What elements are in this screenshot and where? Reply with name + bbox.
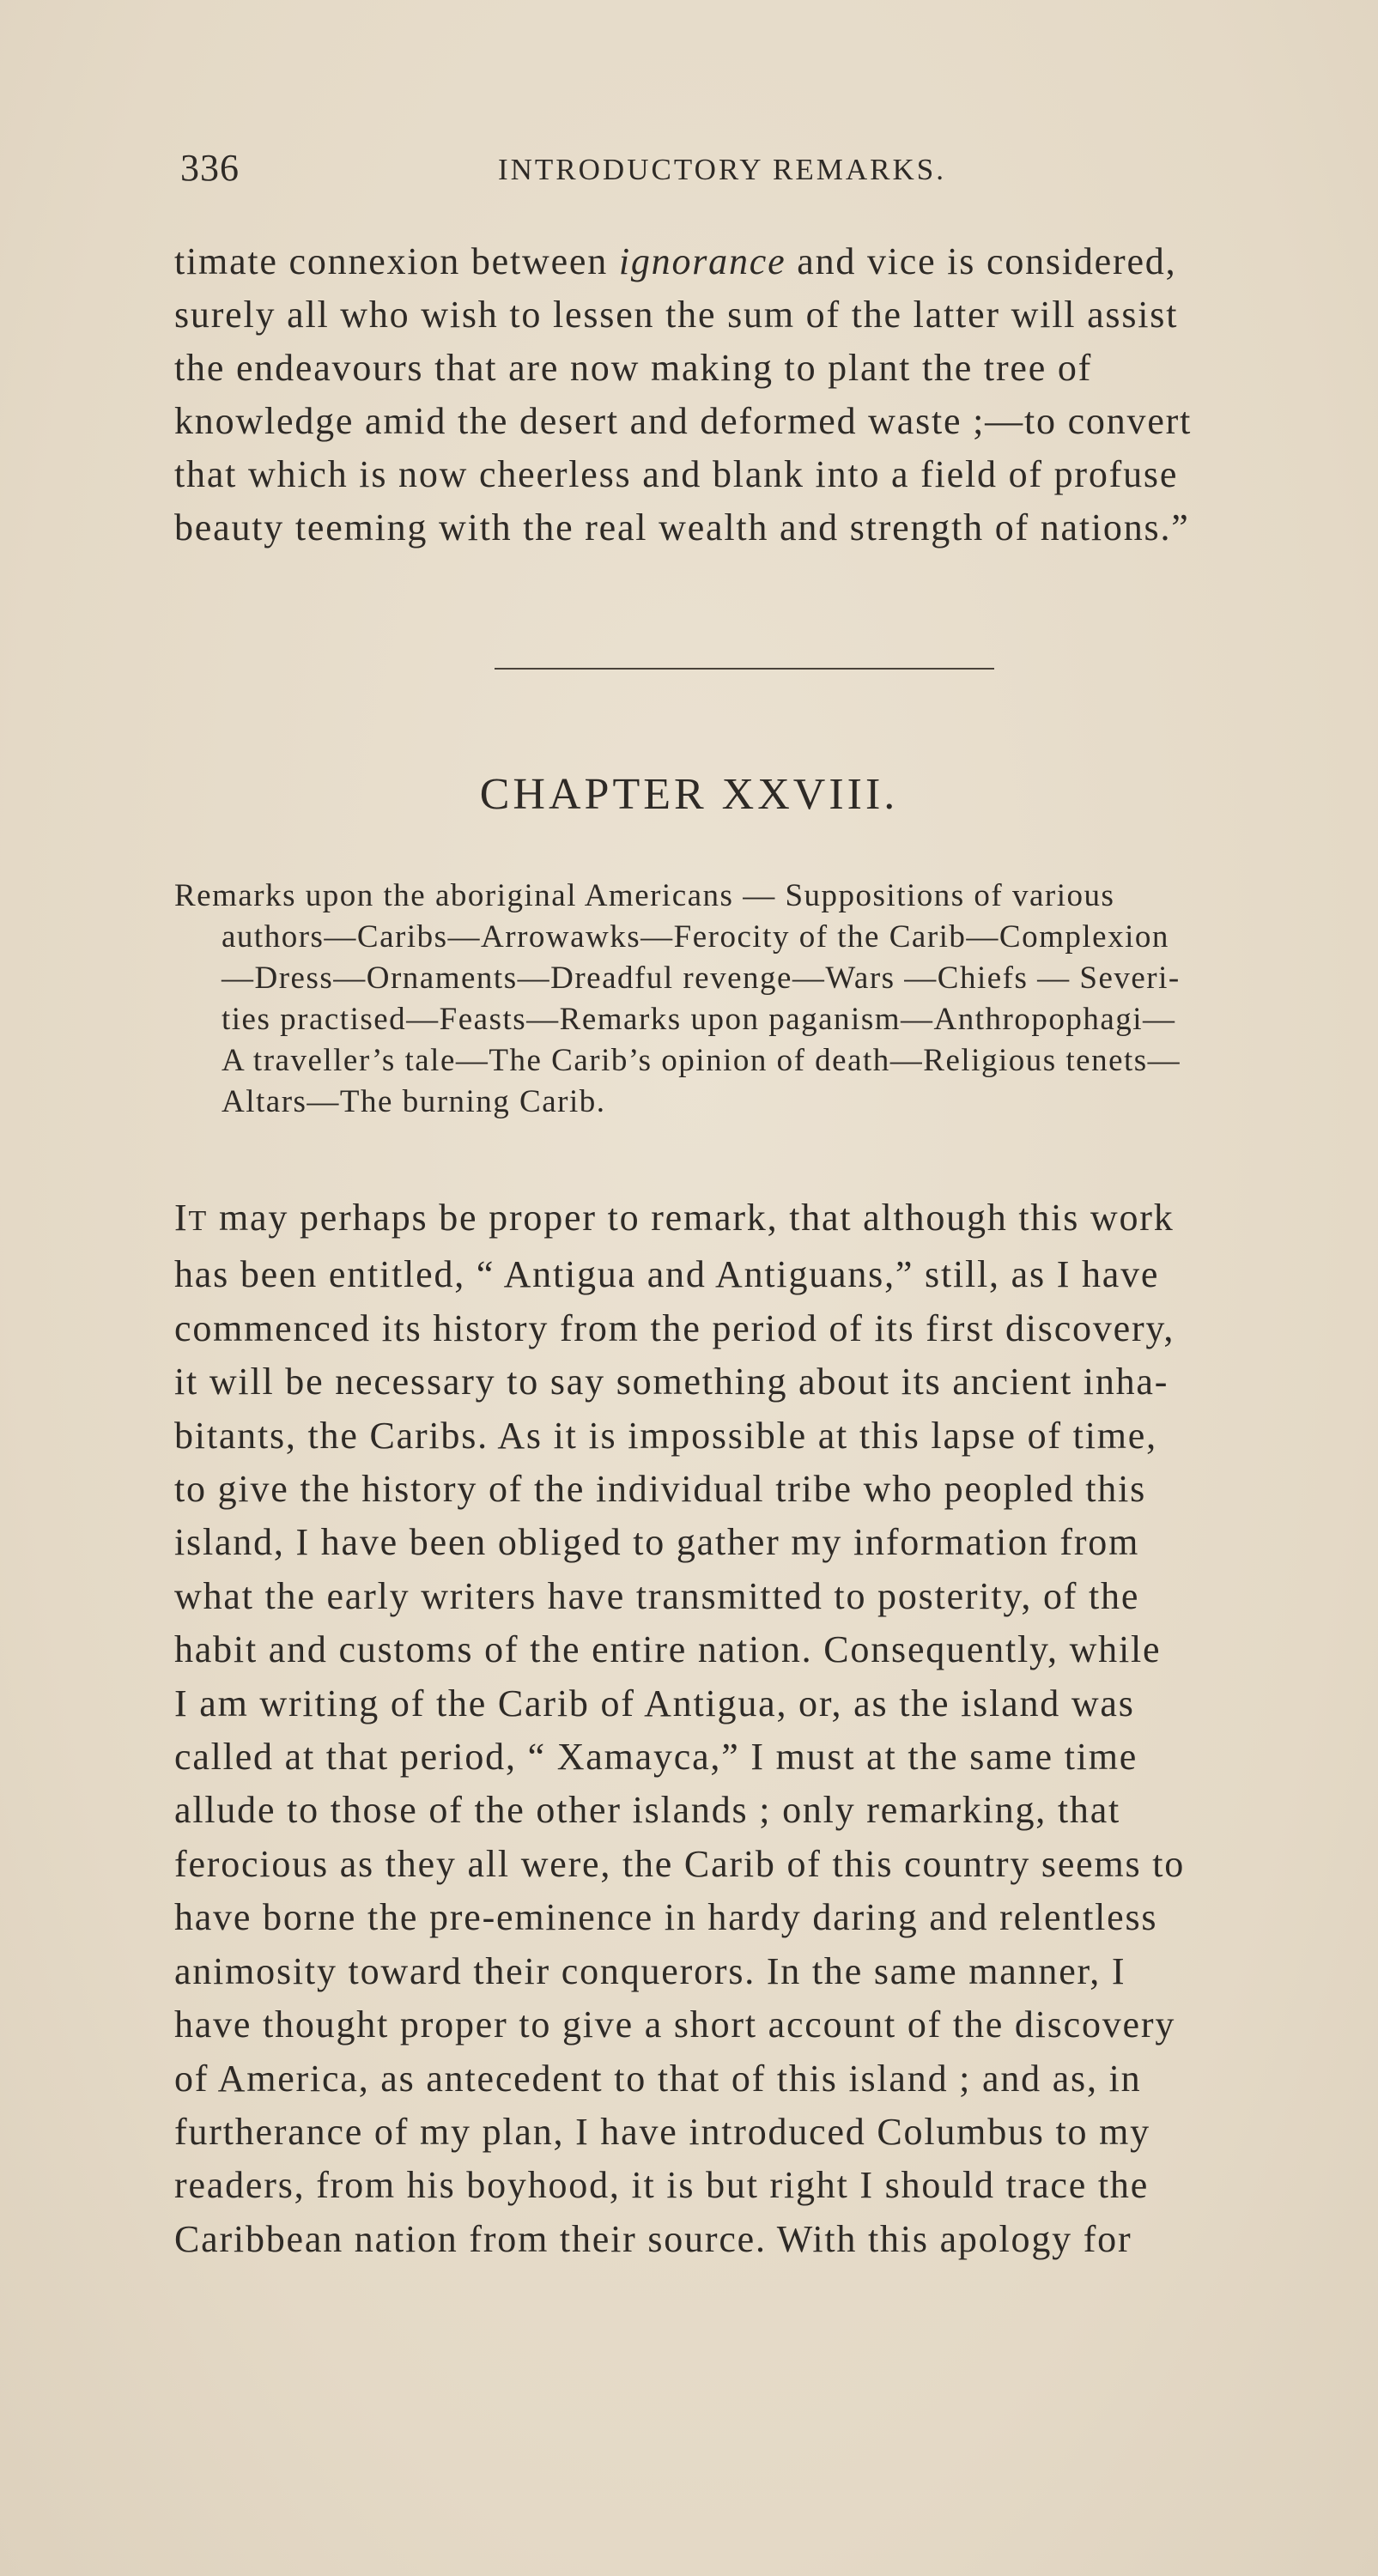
- summary-line: —Dress—Ornaments—Dreadful revenge—Wars —Chiefs — Severi-: [222, 961, 1181, 996]
- text-line: I am writing of the Carib of Antigua, or, as the island was: [174, 1682, 1135, 1724]
- text-line: allude to those of the other islands ; only remarking, that: [174, 1789, 1121, 1832]
- text-line: called at that period, “ Xamayca,” I must at the same time: [174, 1736, 1138, 1779]
- text-line: animosity toward their conquerors. In the same manner, I: [174, 1949, 1126, 1992]
- text-line: have borne the pre-eminence in hardy daring and relentless: [174, 1896, 1158, 1939]
- small-caps: T: [188, 1205, 209, 1237]
- text-line: Caribbean nation from their source. With this apology for: [174, 2217, 1132, 2260]
- text-line: have thought proper to give a short account of the discovery: [174, 2003, 1176, 2046]
- text-line: habit and customs of the entire nation. Consequently, while: [174, 1628, 1162, 1671]
- paragraph-continued: [174, 235, 1335, 555]
- text-line: IT may perhaps be proper to remark, that although this work: [174, 1197, 1175, 1239]
- drop-letter: I: [174, 1197, 189, 1239]
- summary-line: A traveller’s tale—The Carib’s opinion of death—Religious tenets—: [222, 1043, 1181, 1078]
- summary-line: ties practised—Feasts—Remarks upon paganism—Anthropophagi—: [222, 1002, 1176, 1037]
- text-line: furtherance of my plan, I have introduced Columbus to my: [174, 2110, 1150, 2153]
- text-line: island, I have been obliged to gather my information from: [174, 1521, 1140, 1564]
- section-divider: [495, 668, 994, 670]
- text-line: readers, from his boyhood, it is but right I should trace the: [174, 2164, 1150, 2207]
- text-line: timate connexion between ignorance and vice is considered,: [174, 240, 1177, 282]
- text-line: surely all who wish to lessen the sum of the latter will assist: [174, 294, 1179, 336]
- text-line: it will be necessary to say something about its ancient inha-: [174, 1361, 1169, 1403]
- text-line: what the early writers have transmitted to posterity, of the: [174, 1574, 1140, 1617]
- text-line: ferocious as they all were, the Carib of this country seems to: [174, 1842, 1186, 1885]
- chapter-summary: [174, 876, 1335, 1123]
- summary-line: authors—Caribs—Arrowawks—Ferocity of the Carib—Complexion: [222, 919, 1169, 955]
- running-head: INTRODUCTORY REMARKS.: [498, 153, 946, 186]
- page-header: [180, 146, 1331, 197]
- chapter-body-paragraph: [174, 1191, 1335, 2266]
- text-line: the endeavours that are now making to plant the tree of: [174, 347, 1093, 389]
- italic-word: ignorance: [618, 240, 786, 282]
- text-line: that which is now cheerless and blank into a field of profuse: [174, 453, 1179, 495]
- summary-line: Remarks upon the aboriginal Americans — Suppositions of various: [174, 878, 1115, 913]
- summary-line: Altars—The burning Carib.: [222, 1084, 606, 1119]
- text-line: commenced its history from the period of its first discovery,: [174, 1306, 1175, 1349]
- text-line: of America, as antecedent to that of this island ; and as, in: [174, 2057, 1142, 2100]
- text-line: beauty teeming with the real wealth and strength of nations.”: [174, 506, 1190, 549]
- text-line: bitants, the Caribs. As it is impossible at this lapse of time,: [174, 1414, 1157, 1457]
- text-line: to give the history of the individual tribe who peopled this: [174, 1468, 1147, 1511]
- text-line: has been entitled, “ Antigua and Antiguans,” still, as I have: [174, 1253, 1160, 1296]
- chapter-title: CHAPTER XXVIII.: [479, 770, 899, 819]
- page-number: 336: [180, 147, 240, 189]
- text-line: knowledge amid the desert and deformed waste ;—to convert: [174, 400, 1193, 442]
